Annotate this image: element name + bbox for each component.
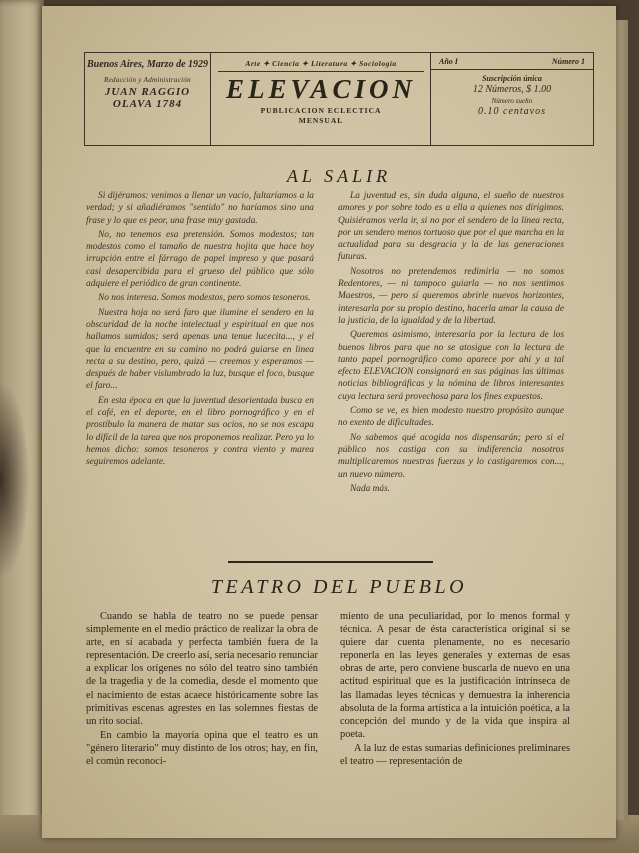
tagline-frequency: MENSUAL xyxy=(298,116,344,125)
masthead xyxy=(84,52,594,146)
paragraph: Nada más. xyxy=(350,483,391,494)
article1-column-right xyxy=(338,190,564,497)
masthead-center-box xyxy=(212,53,430,145)
admin-label: Redacción y Administración xyxy=(104,76,191,84)
subscription-price: 12 Números, $ 1.00 xyxy=(472,84,552,95)
article-title-teatro: TEATRO DEL PUEBLO xyxy=(210,576,468,598)
tagline: PUBLICACION ECLECTICA xyxy=(260,106,382,115)
paragraph: Queremos asimismo, interesarla por la lectura de los buenos libros para que no se atosigue con la lectura de tanto papel pornográfico como aparece por ahí y a tal efecto ELEVACION consignará en sus páginas las últimas noticias bibliográficas y la nómina de libros interesantes cuya lectura será provechosa para los fines expuestos. xyxy=(338,330,564,402)
paragraph: No nos interesa. Somos modestos, pero somos tesoneros. xyxy=(98,293,311,304)
issue-line xyxy=(431,53,593,70)
paragraph: No sabemos qué acogida nos dispensarán; pero si el público nos castiga con su indiferencia nosotros multiplicaremos nuestras fuerzas y lo castigaremos con..., un nuevo número. xyxy=(338,432,564,480)
masthead-left-box xyxy=(85,53,211,145)
article2-column-left xyxy=(86,610,318,769)
year-label: Año I xyxy=(439,57,458,66)
paragraph: A la luz de estas sumarias definiciones preliminares el teatro — representación de xyxy=(340,742,570,768)
paragraph: En esta época en que la juventud desorientada busca en el café, en el deporte, en el libro pornográfico y en el prostíbulo la manera de matar sus ocios, no se nos escapa lo difícil de la tarea que nos proponemos realizar. Pero ya lo hemos dicho: somos tesoneros y contra viento y marea seguiremos adelante. xyxy=(86,395,314,468)
paragraph: miento de una peculiaridad, por lo menos formal y técnica. A pesar de ésta característica original si se quiere dar cuenta plenamente, no es necesario reponerla en las leyes generales y externas de esas obras de arte, pero conviene buscarla de nuevo en una actitud espiritual que es la justificación intrínseca de las llamadas leyes técnicas y demuestra la inherencia absoluta de la forma artística a la intuición poética, a la concepción del mundo y de la vida que inspira al poeta. xyxy=(340,611,570,740)
paragraph: Como se ve, es bien modesto nuestro propósito aunque no exento de dificultades. xyxy=(338,406,564,429)
place-date: Buenos Aires, Marzo de 1929 xyxy=(86,59,209,70)
paragraph: No, no tenemos esa pretensión. Somos modestos; tan modestos como el tamaño de nuestra hojita que hace hoy irrupción entre el fárrago de papel impreso y que pasará casi desapercibida para el grueso del público que sólo adquiere el periódico de gran continente. xyxy=(86,229,314,290)
single-issue-price: 0.10 centavos xyxy=(478,106,546,117)
article2-column-right xyxy=(340,610,570,769)
facing-page-edge xyxy=(0,0,44,853)
article-title-al-salir: AL SALIR xyxy=(286,166,392,186)
paragraph: En cambio la mayoría opina que el teatro es un "género literario" muy distinto de los otros; hay, en fin, el común reconoci- xyxy=(86,729,318,768)
article1-column-left xyxy=(86,190,314,471)
subscription-label: Suscripción única xyxy=(482,74,542,83)
editor-address: OLAVA 1784 xyxy=(112,98,183,110)
paragraph: Si dijéramos: venimos a llenar un vacío, faltaríamos a la verdad; y si añadiéramos "sentido" no haríamos sino una frase y lo que es peor, una frase muy gastada. xyxy=(86,191,314,226)
masthead-right-box xyxy=(430,53,593,145)
paragraph: La juventud es, sin duda alguna, el sueño de nuestros amores y por sobre todo es a ella a quienes nos dirigimos. Quisiéramos verla ir, si no por el sendero de la línea recta, por un sendero menos tortuoso que por el que marcha en la actualidad para su desgracia y la de las generaciones futuras. xyxy=(338,191,564,263)
editor-name: JUAN RAGGIO xyxy=(104,86,191,98)
publication-title: ELEVACION xyxy=(225,74,417,104)
paragraph: Nuestra hoja no será faro que ilumine el sendero en la obscuridad de la noche intelectual y espiritual en que nos hallamos sumidos; será apenas una tenue lucecita..., y el que la encuentre en su camino no podrá guiarse en línea recta a su destino, pero, quizá — creemos y esperamos — después de haber vislumbrado la luz, busque el foco, busque el faro... xyxy=(86,307,314,392)
paragraph: Cuando se habla de teatro no se puede pensar simplemente en el medio práctico de realizar la obra de arte, en sí acabada y perfecta también fuera de la representación. De creerlo así, sería necesario renunciar a explicar los orígenes no sólo del teatro sino también de la tragedia y de la comedia, desde el momento que el nacimiento de estas acaece históricamente sobre las primitivas escenas agrestes en las solemnes fiestas de un rito social. xyxy=(86,611,318,727)
issue-number: Número 1 xyxy=(551,57,585,66)
section-divider xyxy=(228,561,433,563)
subjects-line: Arte ✦ Ciencia ✦ Literatura ✦ Sociología xyxy=(218,53,424,72)
paragraph: Nosotros no pretendemos redimirla — no somos Redentores, — ni tampoco guiarla — no nos sentimos Maestros, — pero sí queremos abrirle nuevos horizontes, interesarla por su propio destino, hacerla amar la causa de la justicia, de la igualdad y de la libertad. xyxy=(338,266,564,326)
single-issue-label: Número suelto xyxy=(491,97,533,105)
newspaper-page xyxy=(42,6,616,838)
